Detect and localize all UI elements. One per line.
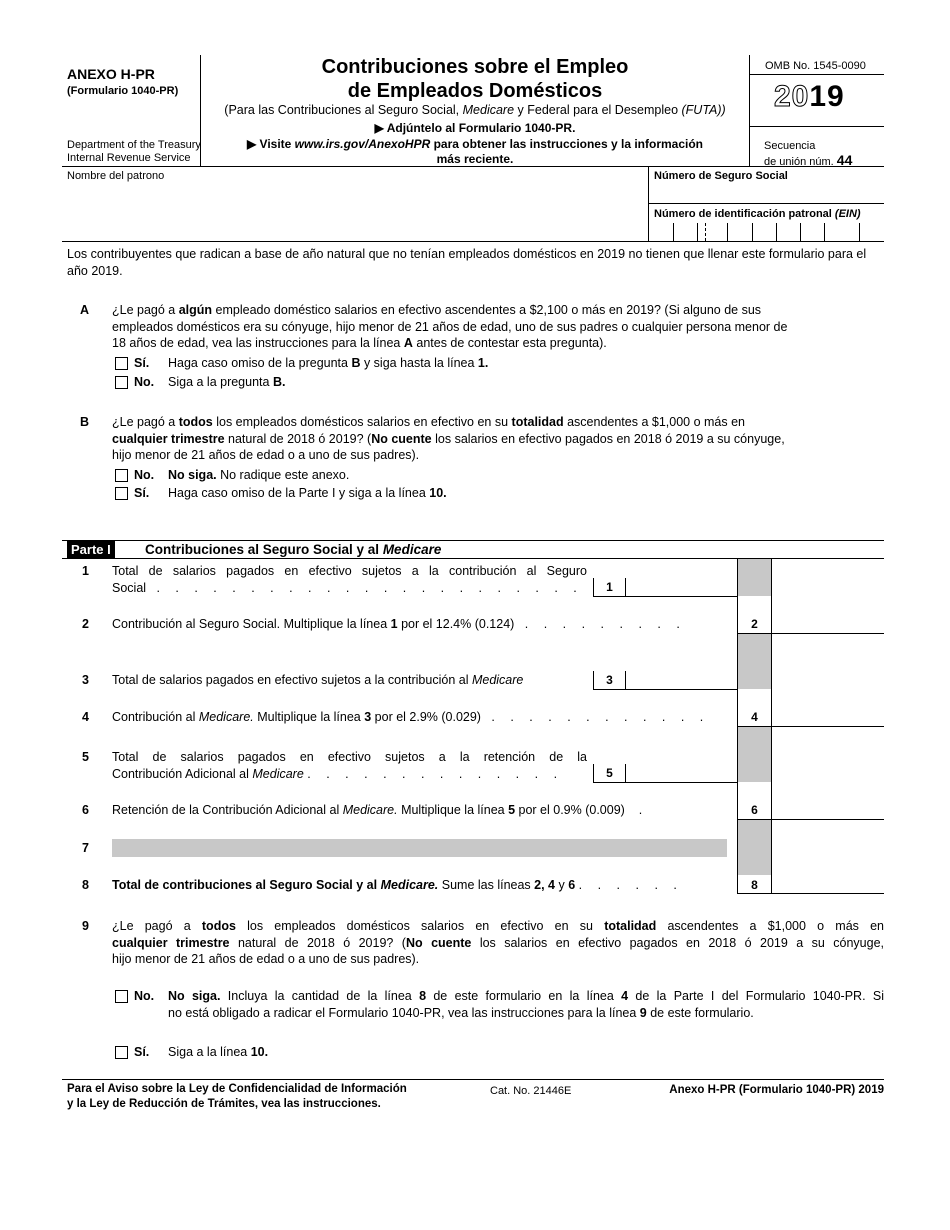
footer-cat-number: Cat. No. 21446E (490, 1085, 572, 1097)
ein-field[interactable] (650, 221, 884, 241)
question-a-text: ¿Le pagó a algún empleado doméstico salarios en efectivo ascendentes a $2,100 o más en 2019? (Si alguno de sus empleados domésticos era su cónyuge, hijo menor de 21 años de edad, uno de sus padres o cualquier persona menor de 18 años de edad, vea las instrucciones para la línea A antes de contestar esta pregunta). (112, 303, 788, 350)
tax-year: 2019 (774, 80, 845, 113)
question-a-letter: A (80, 303, 90, 317)
dept-treasury: Department of the Treasury (67, 139, 201, 151)
line-5-number: 5 (82, 750, 89, 764)
line-5-amount-input[interactable] (626, 764, 736, 782)
line-3-box-label: 3 (606, 673, 613, 687)
ssn-field[interactable] (650, 183, 884, 203)
line-3-number: 3 (82, 673, 89, 687)
omb-number: OMB No. 1545-0090 (765, 60, 866, 72)
question-a-yes-checkbox[interactable] (115, 357, 128, 370)
line-9-no-text: No siga. Incluya la cantidad de la línea 8 de este formulario en la línea 4 de la Parte I del Formulario 1040-PR. Si no está obligado a radicar el Formulario 1040-PR, vea las instrucciones para la línea 9 de este formulario. (168, 989, 884, 1020)
line-9-yes-checkbox[interactable] (115, 1046, 128, 1059)
form-subtitle: (Para las Contribuciones al Seguro Social, Medicare y Federal para el Desempleo (FUTA)) (224, 103, 726, 117)
question-a-no-label: No. (134, 375, 155, 389)
visit-note: ▶ Visite www.irs.gov/AnexoHPR para obtener las instrucciones y la información más reciente. (246, 137, 704, 166)
line-7-reserved-bar (112, 839, 727, 857)
sequence-label: Secuencia (764, 140, 816, 152)
question-b-text: ¿Le pagó a todos los empleados domésticos salarios en efectivo en su totalidad ascendentes a $1,000 o más en cualquier trimestre natural de 2018 ó 2019? (No cuente los salarios en efectivo pagados en 2018 ó 2019 a su cónyuge, hijo menor de 21 años de edad o a uno de sus padres). (112, 415, 785, 462)
question-b-no-checkbox[interactable] (115, 469, 128, 482)
line-9-no-label: No. (134, 989, 155, 1003)
line-4-box-label: 4 (751, 710, 758, 724)
intro-text: Los contribuyentes que radican a base de año natural que no tenían empleados domésticos en 2019 no tienen que llenar este formulario para el año 2019. (67, 247, 867, 278)
footer-privacy-notice: Para el Aviso sobre la Ley de Confidencialidad de Información y la Ley de Reducción de Trámites, vea las instrucciones. (67, 1083, 407, 1110)
question-a-yes-text: Haga caso omiso de la pregunta B y siga hasta la línea 1. (168, 356, 489, 370)
form-subname: (Formulario 1040-PR) (67, 85, 179, 97)
question-b-no-label: No. (134, 468, 155, 482)
line-7-number: 7 (82, 841, 89, 855)
question-b-yes-label: Sí. (134, 486, 150, 500)
line-1-text: Total de salarios pagados en efectivo sujetos a la contribución al Seguro Social . . . . . . . . . . . . . . . . . . . . . . . (112, 564, 587, 595)
question-b-no-text: No siga. No radique este anexo. (168, 468, 350, 482)
page-title: Contribuciones sobre el Empleo de Empleados Domésticos (321, 56, 629, 102)
question-a-no-checkbox[interactable] (115, 376, 128, 389)
line-6-number: 6 (82, 803, 89, 817)
question-b-letter: B (80, 415, 90, 429)
ssn-label: Número de Seguro Social (654, 170, 788, 182)
line-8-box-label: 8 (751, 878, 758, 892)
part1-tag: Parte I (67, 541, 115, 558)
dept-irs: Internal Revenue Service (67, 152, 191, 164)
line-9-number: 9 (82, 919, 89, 933)
form-name: ANEXO H-PR (67, 66, 155, 82)
line-5-box-label: 5 (606, 766, 613, 780)
line-9-yes-label: Sí. (134, 1045, 150, 1059)
line-9-no-checkbox[interactable] (115, 990, 128, 1003)
line-4-number: 4 (82, 710, 89, 724)
line-9-text: ¿Le pagó a todos los empleados domésticos salarios en efectivo en su totalidad ascendentes a $1,000 o más en cualquier trimestre natural de 2018 ó 2019? (No cuente los salarios en efectivo pagados en 2018 ó 2019 a su cónyuge, hijo menor de 21 años de edad o a uno de sus padres). (112, 919, 884, 966)
line-3-amount-input[interactable] (626, 671, 736, 689)
ein-label: Número de identificación patronal (EIN) (654, 208, 861, 220)
line-2-text: Contribución al Seguro Social. Multiplique la línea 1 por el 12.4% (0.124) . . . . . . . . . (112, 617, 686, 631)
line-8-number: 8 (82, 878, 89, 892)
line-8-amount-input[interactable] (772, 876, 884, 893)
line-4-amount-input[interactable] (772, 690, 884, 726)
line-1-amount-input[interactable] (626, 578, 736, 596)
question-a-no-text: Siga a la pregunta B. (168, 375, 286, 389)
line-6-box-label: 6 (751, 803, 758, 817)
line-5-text: Total de salarios pagados en efectivo sujetos a la retención de la Contribución Adicional al Medicare . . . . . . . . . . . . . . (112, 750, 587, 781)
footer-form-id: Anexo H-PR (Formulario 1040-PR) 2019 (669, 1084, 884, 1096)
line-2-amount-input[interactable] (772, 597, 884, 633)
part1-title: Contribuciones al Seguro Social y al Medicare (145, 542, 442, 557)
sequence-number: de unión núm. 44 (764, 152, 853, 168)
line-3-text: Total de salarios pagados en efectivo sujetos a la contribución al Medicare (112, 673, 524, 687)
line-1-number: 1 (82, 564, 89, 578)
line-2-number: 2 (82, 617, 89, 631)
question-b-yes-checkbox[interactable] (115, 487, 128, 500)
question-a-yes-label: Sí. (134, 356, 150, 370)
line-9-yes-text: Siga a la línea 10. (168, 1045, 269, 1059)
line-6-amount-input[interactable] (772, 783, 884, 819)
line-1-box-label: 1 (606, 580, 613, 594)
question-b-yes-text: Haga caso omiso de la Parte I y siga a la línea 10. (168, 486, 447, 500)
attach-note: ▶ Adjúntelo al Formulario 1040-PR. (374, 121, 576, 135)
line-8-text: Total de contribuciones al Seguro Social y al Medicare. Sume las líneas 2, 4 y 6 . . . . . . (112, 878, 683, 892)
employer-name-label: Nombre del patrono (67, 170, 165, 182)
line-2-box-label: 2 (751, 617, 758, 631)
line-4-text: Contribución al Medicare. Multiplique la línea 3 por el 2.9% (0.029) . . . . . . . . . . . . (112, 710, 710, 724)
line-6-text: Retención de la Contribución Adicional al Medicare. Multiplique la línea 5 por el 0.9% (0.009) . (112, 803, 643, 817)
employer-name-field[interactable] (62, 182, 648, 238)
